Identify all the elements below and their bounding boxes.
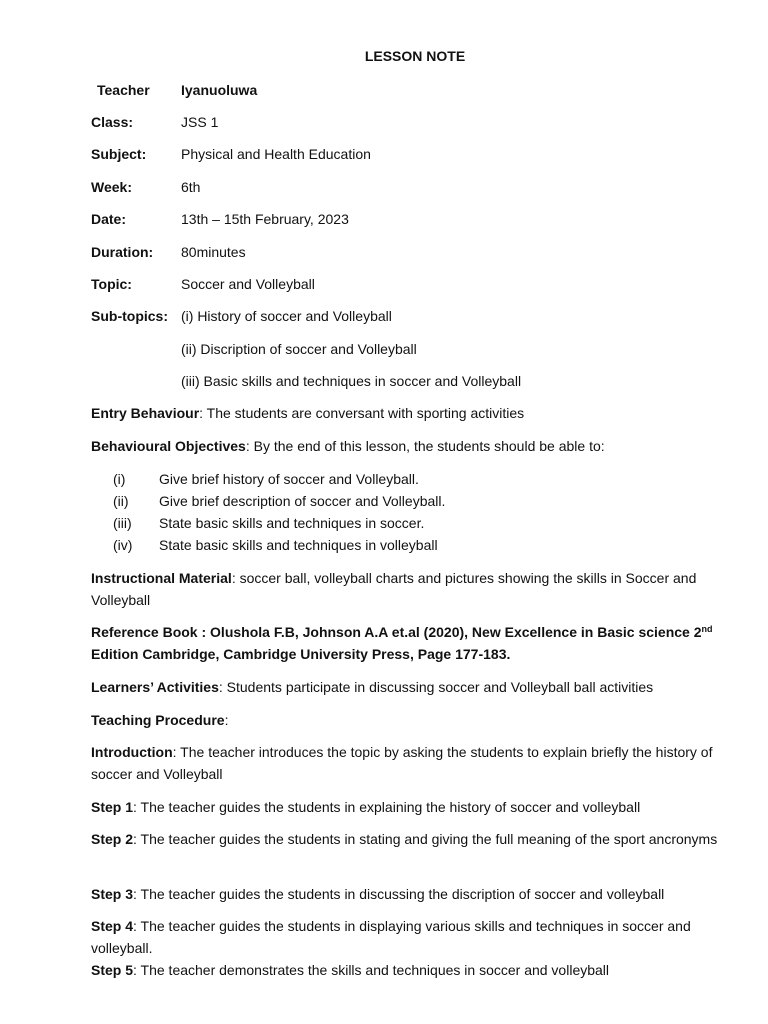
step-text: : The teacher guides the students in stating and giving the full meaning of the sport ancronyms: [133, 831, 718, 847]
field-label: Class:: [91, 114, 134, 130]
field-label: Sub-topics:: [91, 308, 168, 324]
introduction: [91, 741, 741, 785]
objective-item: [113, 512, 424, 534]
section-label: Learners’ Activities: [91, 679, 219, 695]
field-label: Subject:: [91, 146, 147, 162]
objective-item: [113, 490, 445, 512]
step-text: : The teacher guides the students in discussing the discription of soccer and volleyball: [133, 886, 665, 902]
reference-superscript: nd: [701, 624, 713, 634]
objective-number: (iii): [113, 515, 132, 531]
objective-item: [113, 468, 419, 490]
objective-text: Give brief history of soccer and Volleyball.: [159, 471, 419, 487]
reference-text: Reference Book : Olushola F.B, Johnson A.A et.al (2020), New Excellence in Basic science 2: [91, 624, 702, 640]
field-value: Physical and Health Education: [181, 146, 371, 162]
step-label: Step 3: [91, 886, 134, 902]
entry-behaviour: [91, 402, 741, 424]
objective-text: State basic skills and techniques in soccer.: [159, 515, 425, 531]
teaching-procedure: [91, 709, 741, 731]
objective-number: (i): [113, 471, 126, 487]
document-title: LESSON NOTE: [364, 48, 466, 64]
field-label: Week:: [91, 179, 132, 195]
field-label: Topic:: [91, 276, 132, 292]
section-label: Instructional Material: [91, 570, 232, 586]
step-2: [91, 828, 741, 850]
section-label: Entry Behaviour: [91, 405, 200, 421]
step-text: : The teacher guides the students in displaying various skills and techniques in soccer and volleyball.: [91, 918, 691, 956]
step-5: [91, 959, 741, 981]
field-value: (i) History of soccer and Volleyball: [181, 308, 392, 324]
step-text: : The teacher guides the students in explaining the history of soccer and volleyball: [133, 799, 641, 815]
field-value: 80minutes: [181, 244, 246, 260]
step-4: [91, 915, 741, 959]
reference-text-continued: Edition Cambridge, Cambridge University Press, Page 177-183.: [91, 646, 511, 662]
section-text: :: [224, 712, 229, 728]
section-label: Introduction: [91, 744, 173, 760]
field-label: Date:: [91, 211, 127, 227]
field-value: Soccer and Volleyball: [181, 276, 315, 292]
section-text: : Students participate in discussing soccer and Volleyball ball activities: [218, 679, 654, 695]
step-label: Step 4: [91, 918, 134, 934]
objective-text: Give brief description of soccer and Volleyball.: [159, 493, 446, 509]
section-text: : soccer ball, volleyball charts and pictures showing the skills in Soccer and Volleyball: [91, 570, 697, 608]
objective-text: State basic skills and techniques in volleyball: [159, 537, 438, 553]
subtopic-item: (ii) Discription of soccer and Volleyball: [181, 341, 417, 357]
step-text: : The teacher demonstrates the skills and techniques in soccer and volleyball: [133, 962, 610, 978]
step-3: [91, 883, 741, 905]
field-value: JSS 1: [181, 114, 219, 130]
step-1: [91, 796, 741, 818]
field-value: Iyanuoluwa: [181, 82, 258, 98]
section-text: : The students are conversant with sporting activities: [199, 405, 525, 421]
field-value: 6th: [181, 179, 201, 195]
section-label: Teaching Procedure: [91, 712, 225, 728]
step-label: Step 5: [91, 962, 134, 978]
section-text: : The teacher introduces the topic by asking the students to explain briefly the history of soccer and Volleyball: [91, 744, 713, 782]
step-label: Step 2: [91, 831, 134, 847]
objective-item: [113, 534, 438, 556]
learners-activities: [91, 676, 741, 698]
field-label: Duration:: [91, 244, 154, 260]
section-label: Behavioural Objectives: [91, 438, 246, 454]
behavioural-objectives: [91, 435, 741, 457]
subtopic-item: (iii) Basic skills and techniques in soccer and Volleyball: [181, 373, 522, 389]
objective-number: (iv): [113, 537, 133, 553]
section-text: : By the end of this lesson, the students should be able to:: [245, 438, 605, 454]
reference-book: [91, 621, 741, 665]
field-label: Teacher: [97, 82, 150, 98]
field-value: 13th – 15th February, 2023: [181, 211, 349, 227]
step-label: Step 1: [91, 799, 134, 815]
objective-number: (ii): [113, 493, 129, 509]
instructional-material: [91, 567, 741, 611]
